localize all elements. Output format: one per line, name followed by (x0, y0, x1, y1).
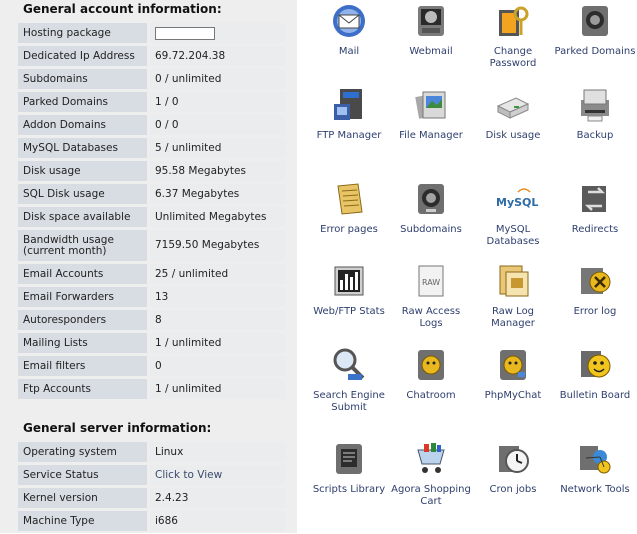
row-value: 95.58 Megabytes (147, 161, 285, 181)
network-tools-link[interactable]: Network Tools (553, 440, 637, 496)
error-log-icon (576, 262, 614, 300)
mysql-databases-icon (494, 180, 539, 218)
row-label: Addon Domains (18, 115, 147, 135)
row-label: Bandwidth usage (current month) (18, 230, 147, 261)
table-row (18, 356, 285, 376)
agora-shopping-cart-link[interactable]: Agora Shopping Cart (389, 440, 473, 507)
row-label: Mailing Lists (18, 333, 147, 353)
phpmychat-link[interactable]: PhpMyChat (471, 346, 555, 402)
general-server-table (18, 439, 285, 534)
webmail-link[interactable]: Webmail (389, 2, 473, 58)
ftp-manager-icon (330, 86, 368, 124)
error-pages-link[interactable]: Error pages (307, 180, 391, 236)
feature-icon-grid (305, 0, 636, 533)
table-row (18, 115, 285, 135)
search-engine-submit-icon (330, 346, 368, 384)
disk-usage-icon (494, 86, 532, 124)
row-label: Parked Domains (18, 92, 147, 112)
table-row (18, 264, 285, 284)
row-label: Operating system (18, 442, 147, 462)
bulletin-board-link[interactable]: Bulletin Board (553, 346, 637, 402)
error-pages-icon (330, 180, 368, 218)
row-value: Linux (147, 442, 285, 462)
row-label: Kernel version (18, 488, 147, 508)
row-label: Disk usage (18, 161, 147, 181)
backup-icon (576, 86, 614, 124)
table-row (18, 69, 285, 89)
service-status-link-text[interactable]: Click to View (155, 469, 223, 481)
redirects-icon (576, 180, 614, 218)
table-row (18, 465, 285, 485)
row-value: 1 / unlimited (147, 333, 285, 353)
mail-link[interactable]: Mail (307, 2, 391, 58)
table-row (18, 379, 285, 399)
row-value: 6.37 Megabytes (147, 184, 285, 204)
bulletin-board-icon (576, 346, 614, 384)
cron-jobs-link[interactable]: Cron jobs (471, 440, 555, 496)
row-value: 0 (147, 356, 285, 376)
table-row (18, 92, 285, 112)
web-ftp-stats-link[interactable]: Web/FTP Stats (307, 262, 391, 318)
phpmychat-icon (494, 346, 532, 384)
table-row (18, 230, 285, 261)
row-label: Hosting package (18, 23, 147, 43)
row-value: 2.4.23 (147, 488, 285, 508)
svg-text:MySQL: MySQL (496, 196, 539, 209)
row-label: Machine Type (18, 511, 147, 531)
chatroom-icon (412, 346, 450, 384)
row-label: Autoresponders (18, 310, 147, 330)
file-manager-icon (412, 86, 450, 124)
raw-log-manager-icon (494, 262, 532, 300)
table-row (18, 207, 285, 227)
mail-icon (330, 2, 368, 40)
row-label: Service Status (18, 465, 147, 485)
row-label: SQL Disk usage (18, 184, 147, 204)
raw-access-logs-link[interactable]: RAW Raw Access Logs (389, 262, 473, 329)
raw-access-logs-icon (412, 262, 450, 300)
row-value: 25 / unlimited (147, 264, 285, 284)
ftp-manager-link[interactable]: FTP Manager (307, 86, 391, 142)
row-label: MySQL Databases (18, 138, 147, 158)
search-engine-submit-link[interactable]: Search Engine Submit (307, 346, 391, 413)
webmail-icon (412, 2, 450, 40)
row-value: 1 / 0 (147, 92, 285, 112)
row-value: 69.72.204.38 (147, 46, 285, 66)
row-value: 1 / unlimited (147, 379, 285, 399)
row-label: Ftp Accounts (18, 379, 147, 399)
table-row (18, 138, 285, 158)
backup-link[interactable]: Backup (553, 86, 637, 142)
agora-shopping-cart-icon (412, 440, 450, 478)
table-row (18, 161, 285, 181)
hosting-package-box (155, 27, 215, 40)
row-value: 0 / 0 (147, 115, 285, 135)
row-label: Email filters (18, 356, 147, 376)
svg-text:RAW: RAW (422, 278, 441, 287)
row-label: Email Forwarders (18, 287, 147, 307)
subdomains-link[interactable]: Subdomains (389, 180, 473, 236)
row-label: Subdomains (18, 69, 147, 89)
table-row (18, 511, 285, 531)
table-row (18, 184, 285, 204)
table-row (18, 442, 285, 462)
scripts-library-link[interactable]: Scripts Library (307, 440, 391, 496)
parked-domains-link[interactable]: Parked Domains (553, 2, 637, 58)
subdomains-icon (412, 180, 450, 218)
row-value: 7159.50 Megabytes (147, 230, 285, 261)
web-ftp-stats-icon (330, 262, 368, 300)
raw-log-manager-link[interactable]: Raw Log Manager (471, 262, 555, 329)
disk-usage-link[interactable]: Disk usage (471, 86, 555, 142)
change-password-icon (494, 2, 532, 40)
row-value: 5 / unlimited (147, 138, 285, 158)
cron-jobs-icon (494, 440, 532, 478)
scripts-library-icon (330, 440, 368, 478)
row-value: Unlimited Megabytes (147, 207, 285, 227)
redirects-link[interactable]: Redirects (553, 180, 637, 236)
info-panel (0, 0, 297, 533)
row-label: Dedicated Ip Address (18, 46, 147, 66)
table-row (18, 488, 285, 508)
table-row (18, 287, 285, 307)
file-manager-link[interactable]: File Manager (389, 86, 473, 142)
row-value: i686 (147, 511, 285, 531)
chatroom-link[interactable]: Chatroom (389, 346, 473, 402)
table-row (18, 310, 285, 330)
general-account-table (18, 20, 285, 402)
row-label: Disk space available (18, 207, 147, 227)
parked-domains-icon (576, 2, 614, 40)
row-label: Email Accounts (18, 264, 147, 284)
mysql-databases-link[interactable]: MySQL MySQL Databases (471, 180, 555, 247)
service-status-link[interactable] (147, 465, 285, 485)
general-account-title: General account information: (23, 2, 222, 16)
row-value (147, 23, 285, 43)
error-log-link[interactable]: Error log (553, 262, 637, 318)
change-password-link[interactable]: Change Password (471, 2, 555, 69)
row-value: 8 (147, 310, 285, 330)
network-tools-icon (576, 440, 614, 478)
row-value: 13 (147, 287, 285, 307)
table-row (18, 333, 285, 353)
row-value: 0 / unlimited (147, 69, 285, 89)
table-row (18, 23, 285, 43)
general-server-title: General server information: (23, 421, 212, 435)
table-row (18, 46, 285, 66)
